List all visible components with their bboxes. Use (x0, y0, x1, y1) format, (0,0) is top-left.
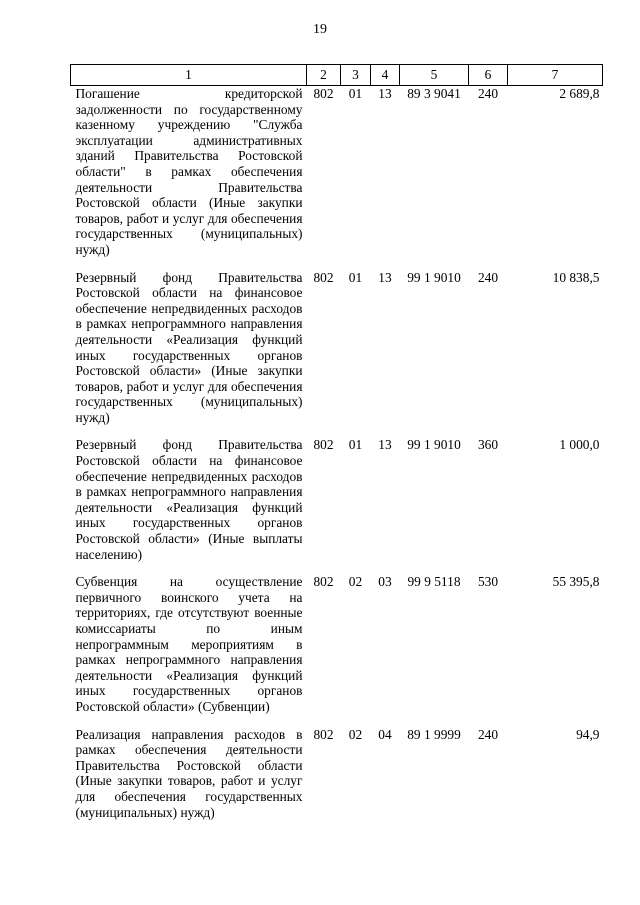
row-expense-type: 360 (477, 437, 499, 453)
row-description: Реализация направления расходов в рамках обеспечения деятельности Правительства Ростовской области (Иные закупки товаров, работ и услуг для обеспечения государственных (муниципальных) нужд) (75, 726, 303, 820)
table-row (71, 437, 603, 574)
row-section: 01 (348, 269, 363, 285)
header-row (71, 65, 603, 86)
row-code: 802 (313, 726, 334, 742)
header-cell: 3 (341, 65, 371, 86)
header-cell: 5 (400, 65, 469, 86)
row-section: 01 (348, 86, 363, 101)
row-target: 89 1 9999 (407, 726, 461, 742)
row-target: 89 3 9041 (407, 86, 461, 101)
row-description: Погашение кредиторской задолженности по государственному казенному учреждению "Служба эксплуатации административных зданий Правительства Ростовской области" в рамках обеспечения деятельности Правительства Ростовской области (Иные закупки товаров, работ и услуг для обеспечения государственных (муниципальных) нужд) (75, 86, 303, 257)
table-row (71, 727, 603, 833)
row-section: 02 (348, 574, 363, 590)
row-code: 802 (313, 437, 334, 453)
row-amount: 10 838,5 (552, 269, 600, 285)
row-code: 802 (313, 574, 334, 590)
table-row (71, 86, 603, 270)
row-description: Резервный фонд Правительства Ростовской области на финансовое обеспечение непредвиденных расходов в рамках непрограммного направления деятельности «Реализация функций иных государственных органов Ростовской области» (Иные закупки товаров, работ и услуг для обеспечения государственных (муниципальных) нужд) (75, 269, 303, 425)
row-amount: 55 395,8 (552, 574, 600, 590)
row-description: Резервный фонд Правительства Ростовской области на финансовое обеспечение непредвиденных расходов в рамках непрограммного направления деятельности «Реализация функций иных государственных органов Ростовской области» (Иные выплаты населению) (75, 437, 303, 562)
row-code: 802 (313, 269, 334, 285)
header-cell: 1 (71, 65, 307, 86)
row-subsection: 04 (378, 726, 392, 742)
header-cell: 7 (508, 65, 603, 86)
row-target: 99 9 5118 (407, 574, 461, 590)
table-row (71, 270, 603, 438)
row-expense-type: 530 (477, 574, 499, 590)
row-target: 99 1 9010 (407, 437, 461, 453)
table-row (71, 574, 603, 726)
row-subsection: 13 (378, 86, 392, 101)
row-amount: 2 689,8 (559, 86, 600, 101)
row-expense-type: 240 (477, 86, 499, 101)
header-cell: 4 (371, 65, 400, 86)
row-subsection: 03 (378, 574, 392, 590)
header-cell: 6 (469, 65, 508, 86)
row-subsection: 13 (378, 437, 392, 453)
row-target: 99 1 9010 (407, 269, 461, 285)
header-cell: 2 (307, 65, 341, 86)
row-amount: 94,9 (576, 726, 600, 742)
row-subsection: 13 (378, 269, 392, 285)
row-expense-type: 240 (477, 726, 499, 742)
row-section: 02 (348, 726, 363, 742)
row-code: 802 (313, 86, 334, 101)
row-section: 01 (348, 437, 363, 453)
row-description: Субвенция на осуществление первичного воинского учета на территориях, где отсутствуют военные комиссариаты по иным непрограммным мероприятиям в рамках непрограммного направления деятельности «Реализация функций иных государственных органов Ростовской области» (Субвенции) (75, 574, 303, 714)
page-number: 19 (313, 22, 327, 37)
row-amount: 1 000,0 (559, 437, 600, 453)
row-expense-type: 240 (477, 269, 499, 285)
budget-table (70, 64, 603, 832)
